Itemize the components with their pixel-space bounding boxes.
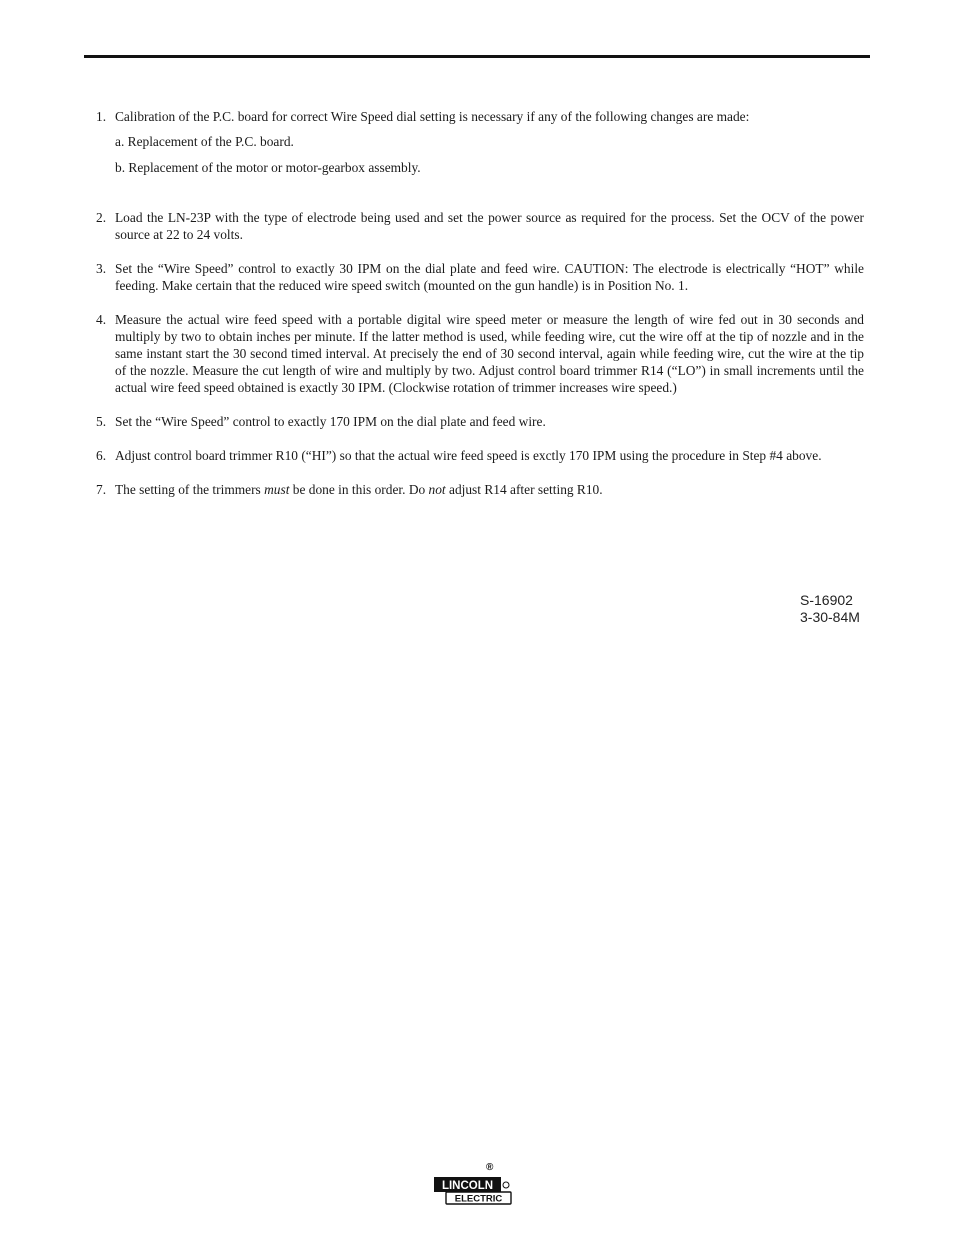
logo-circle-mark bbox=[503, 1182, 509, 1188]
step-2 bbox=[96, 209, 864, 243]
step-text: Calibration of the P.C. board for correct Wire Speed dial setting is necessary if any of the following changes are made: bbox=[115, 109, 750, 124]
step-number: 7. bbox=[96, 482, 107, 497]
step-text: Set the “Wire Speed” control to exactly 170 IPM on the dial plate and feed wire. bbox=[115, 414, 546, 429]
logo-electric-text: ELECTRIC bbox=[454, 1193, 503, 1205]
emphasis-must: must bbox=[264, 482, 290, 497]
step-7 bbox=[96, 481, 864, 498]
revision-date: 3-30-84M bbox=[800, 609, 860, 625]
step-number: 6. bbox=[96, 448, 107, 463]
document-code bbox=[800, 592, 860, 626]
step-body bbox=[115, 108, 864, 176]
step-number: 5. bbox=[96, 414, 107, 429]
step-6 bbox=[96, 447, 864, 464]
substep-b: b. Replacement of the motor or motor-gearbox assembly. bbox=[115, 160, 421, 175]
substep-a: a. Replacement of the P.C. board. bbox=[115, 134, 294, 149]
step-text: Adjust control board trimmer R10 (“HI”) so that the actual wire feed speed is exctly 170 IPM using the procedure in Step #4 above. bbox=[115, 448, 822, 463]
step-4 bbox=[96, 311, 864, 396]
step-text-part: The setting of the trimmers bbox=[115, 482, 265, 497]
step-5 bbox=[96, 413, 864, 430]
top-rule bbox=[84, 55, 870, 58]
calibration-steps bbox=[96, 108, 864, 498]
step-text bbox=[115, 481, 864, 498]
drawing-number: S-16902 bbox=[800, 592, 853, 608]
lincoln-electric-logo bbox=[433, 1157, 515, 1207]
step-number: 1. bbox=[96, 109, 107, 124]
step-text: Set the “Wire Speed” control to exactly 30 IPM on the dial plate and feed wire. CAUTION: The electrode is electrically “HOT” while feeding. Make certain that the reduced wire speed switch (mounted on the gun handle) is in Position No. 1. bbox=[115, 261, 864, 293]
step-text: Load the LN-23P with the type of electrode being used and set the power source as required for the process. Set the OCV of the power source at 22 to 24 volts. bbox=[115, 210, 864, 242]
step-text-part: adjust R14 after setting R10. bbox=[445, 482, 603, 497]
step-substeps bbox=[115, 133, 864, 176]
step-text-part: be done in this order. Do bbox=[289, 482, 429, 497]
logo-lincoln-text: LINCOLN bbox=[441, 1180, 494, 1192]
step-number: 2. bbox=[96, 210, 107, 225]
step-1 bbox=[96, 108, 864, 176]
step-number: 4. bbox=[96, 312, 107, 327]
registered-mark: ® bbox=[486, 1162, 494, 1173]
step-text: Measure the actual wire feed speed with a portable digital wire speed meter or measure the length of wire fed out in 30 seconds and multiply by two to obtain inches per minute. If the latter method is used, while feeding wire, cut the wire off at the tip of nozzle and in the same instant start the 30 second timed interval. At precisely the end of 30 second interval, again while feeding wire, cut the wire at the tip of the nozzle. Measure the cut length of wire and multiply by two. Adjust control board trimmer R14 (“LO”) in small increments until the actual wire feed speed obtained is exactly 30 IPM. (Clockwise rotation of trimmer increases wire speed.) bbox=[115, 312, 864, 395]
step-number: 3. bbox=[96, 261, 107, 276]
step-3 bbox=[96, 260, 864, 294]
emphasis-not: not bbox=[428, 482, 446, 497]
